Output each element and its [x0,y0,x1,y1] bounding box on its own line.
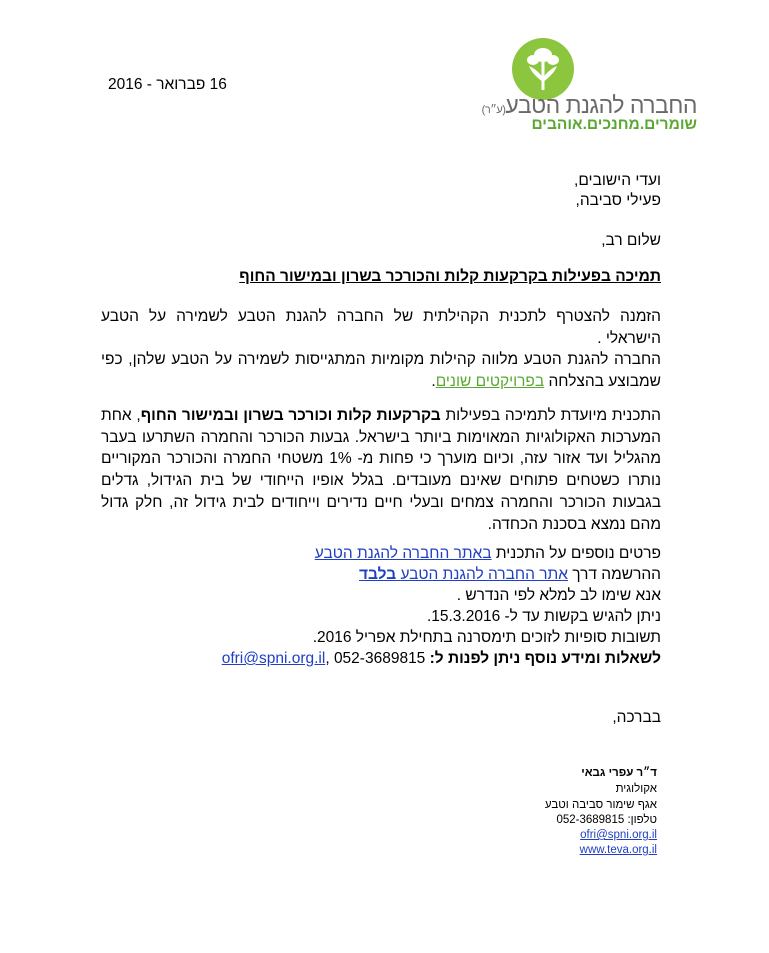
contact-email-link[interactable]: ofri@spni.org.il [221,650,326,667]
intro-line: החברה להגנת הטבע מלווה קהילות מקומיות המתגייסות לשמירה על הטבע שלהן, כפי שמבוצע בהצלחה בפרויקטים שונים. [101,351,661,391]
signature-email-link[interactable]: ofri@spni.org.il [580,829,657,841]
deadline-line: ניתן להגיש בקשות עד ל- 15.3.2016. [426,608,661,625]
logo-tagline: שומרים.מחנכים.אוהבים [531,116,697,133]
letter-date: 16 פברואר - 2016 [108,76,227,93]
closing: בברכה, [612,709,661,726]
letter-title: תמיכה בפעילות בקרקעות קלות והכורכר בשרון ובמישור החוף [239,268,661,285]
registration-line: ההרשמה דרך אתר החברה להגנת הטבע בלבד [359,566,661,583]
details-line: פרטים נוספים על התכנית באתר החברה להגנת הטבע [314,545,661,562]
logo-name: החברה להגנת הטבע(ע״ר) [481,92,697,118]
signature-web-link[interactable]: www.teva.org.il [579,844,657,856]
answers-line: תשובות סופיות לזוכים תימסרנה בתחילת אפריל 2016. [312,629,661,646]
recipient-line: ועדי הישובים, [574,172,661,189]
spni-site-link[interactable]: באתר החברה להגנת הטבע [314,545,492,562]
recipient-line: פעילי סביבה, [575,192,661,209]
flower-logo-icon [512,38,574,100]
signature-dept: אגף שימור סביבה וטבע [544,799,657,811]
program-paragraph: התכנית מיועדת לתמיכה בפעילות בקרקעות קלות וכורכר בשרון ובמישור החוף, אחת המערכות האקולוגיות המאוימות ביותר בישראל. גבעות הכורכר והחמרה השתרעו בעבר מהגליל ועד אזור עזה, וכיום מוערך כי פחות מ- 1% משטחי החמרה והכורכר המקוריים נותרו כשטחים פתוחים שאינם מעובדים. בגלל אופיו הייחודי של בית הגידול, גדלים בגבעות הכורכר והחמרה צמחים ובעלי חיים נדירים וייחודים לבית גידול זה, חלק גדול מהם נמצא בסכנת הכחדה. [101,407,661,533]
intro-line: הזמנה להצטרף לתכנית הקהילתית של החברה להגנת הטבע לשמירה על הטבע הישראלי . [101,308,661,347]
greeting: שלום רב, [601,232,661,249]
notice-line: אנא שימו לב למלא לפי הנדרש . [456,587,661,604]
signature-name: ד״ר עפרי גבאי [581,767,657,779]
projects-link[interactable]: בפרויקטים שונים [435,373,545,391]
signature-phone: טלפון: 052-3689815 [556,814,657,826]
intro-paragraph [101,306,661,393]
contact-line: לשאלות ומידע נוסף ניתן לפנות ל: ofri@spni.org.il, 052-3689815 [221,650,661,667]
signature-role: אקולוגית [615,783,657,795]
registration-link[interactable]: אתר החברה להגנת הטבע בלבד [359,566,568,583]
logo [512,38,574,100]
